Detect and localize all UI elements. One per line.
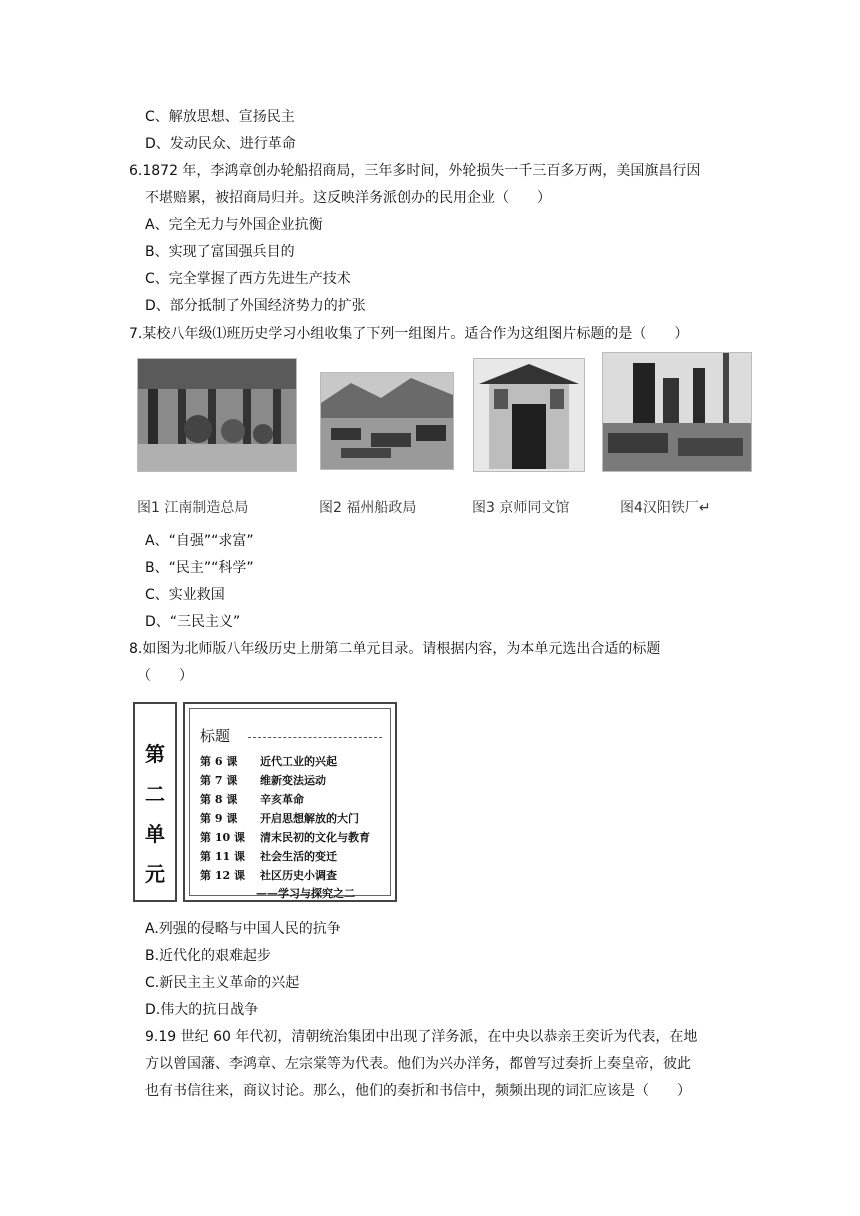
q8-option-c: C.新民主主义革命的兴起 bbox=[145, 975, 300, 991]
q7-option-b: B、“民主”“科学” bbox=[145, 560, 254, 576]
q9-stem-line3: 也有书信往来，商议讨论。那么，他们的奏折和书信中，频频出现的词汇应该是（ ） bbox=[145, 1083, 691, 1099]
q7-option-d: D、“三民主义” bbox=[145, 614, 241, 630]
unit-char: 单 bbox=[145, 822, 165, 846]
lesson-number: 第 8 课 bbox=[200, 793, 238, 806]
lesson-name: 开启思想解放的大门 bbox=[260, 812, 359, 825]
lesson-name: 清末民初的文化与教育 bbox=[260, 831, 370, 844]
lesson-name: 辛亥革命 bbox=[260, 793, 304, 806]
lesson-number: 第 6 课 bbox=[200, 755, 238, 768]
caption-fig3: 图3 京师同文馆 bbox=[472, 500, 570, 516]
lesson-row bbox=[200, 791, 304, 807]
lesson-number: 第 12 课 bbox=[200, 869, 245, 882]
photo-fuzhou-shipyard bbox=[320, 372, 454, 470]
lesson-row bbox=[200, 753, 337, 769]
lesson-number: 第 7 课 bbox=[200, 774, 238, 787]
unit-label-box bbox=[133, 702, 177, 902]
toc-title-label: 标题 bbox=[200, 727, 231, 745]
toc-title-blank bbox=[248, 737, 382, 738]
lesson-name: 维新变法运动 bbox=[260, 774, 326, 787]
q6-option-b: B、实现了富国强兵目的 bbox=[145, 244, 295, 260]
caption-fig1: 图1 江南制造总局 bbox=[137, 500, 249, 516]
lesson-row bbox=[200, 772, 326, 788]
lesson-row bbox=[200, 810, 359, 826]
lesson-list-box bbox=[183, 702, 397, 902]
photo-tongwen-guan bbox=[473, 358, 585, 472]
q8-option-a: A.列强的侵略与中国人民的抗争 bbox=[145, 921, 341, 937]
q8-option-d: D.伟大的抗日战争 bbox=[145, 1002, 259, 1018]
lesson-number: 第 10 课 bbox=[200, 831, 245, 844]
caption-fig4: 图4汉阳铁厂↵ bbox=[620, 500, 711, 516]
unit-char: 元 bbox=[145, 862, 165, 886]
q5-option-d: D、发动民众、进行革命 bbox=[145, 136, 296, 152]
q9-stem-line1: 9.19 世纪 60 年代初，清朝统治集团中出现了洋务派，在中央以恭亲王奕䜣为代表，在地 bbox=[145, 1029, 698, 1045]
lesson-row bbox=[200, 848, 337, 864]
q7-stem: 7.某校八年级⑴班历史学习小组收集了下列一组图片。适合作为这组图片标题的是（ ） bbox=[129, 326, 689, 342]
lesson-name: 近代工业的兴起 bbox=[260, 755, 337, 768]
q6-option-c: C、完全掌握了西方先进生产技术 bbox=[145, 271, 351, 287]
q5-option-c: C、解放思想、宣扬民主 bbox=[145, 109, 295, 125]
q6-option-a: A、完全无力与外国企业抗衡 bbox=[145, 217, 323, 233]
photo-jiangnan-arsenal bbox=[137, 358, 297, 472]
q7-option-a: A、“自强”“求富” bbox=[145, 533, 254, 549]
q7-option-c: C、实业救国 bbox=[145, 587, 225, 603]
toc-subtitle: ——学习与探究之二 bbox=[256, 887, 355, 900]
lesson-name: 社区历史小调查 bbox=[260, 869, 337, 882]
q8-option-b: B.近代化的艰难起步 bbox=[145, 948, 272, 964]
caption-fig2: 图2 福州船政局 bbox=[319, 500, 417, 516]
photo-hanyang-ironworks bbox=[602, 352, 752, 472]
lesson-list-frame bbox=[189, 708, 391, 900]
q8-stem-line2: （ ） bbox=[137, 668, 193, 684]
unit-char: 二 bbox=[145, 782, 165, 806]
lesson-row bbox=[200, 829, 370, 845]
lesson-name: 社会生活的变迁 bbox=[260, 850, 337, 863]
unit-table-of-contents bbox=[133, 702, 397, 902]
q6-option-d: D、部分抵制了外国经济势力的扩张 bbox=[145, 298, 366, 314]
q6-stem-line1: 6.1872 年，李鸿章创办轮船招商局，三年多时间，外轮损失一千三百多万两，美国旗昌行因 bbox=[129, 163, 701, 179]
unit-char: 第 bbox=[145, 742, 165, 766]
q9-stem-line2: 方以曾国藩、李鸿章、左宗棠等为代表。他们为兴办洋务，都曾写过奏折上奏皇帝，彼此 bbox=[145, 1056, 691, 1072]
lesson-number: 第 9 课 bbox=[200, 812, 238, 825]
lesson-number: 第 11 课 bbox=[200, 850, 245, 863]
q8-stem-line1: 8.如图为北师版八年级历史上册第二单元目录。请根据内容，为本单元选出合适的标题 bbox=[129, 641, 661, 657]
lesson-row bbox=[200, 867, 337, 883]
q6-stem-line2: 不堪赔累，被招商局归并。这反映洋务派创办的民用企业（ ） bbox=[145, 190, 551, 206]
